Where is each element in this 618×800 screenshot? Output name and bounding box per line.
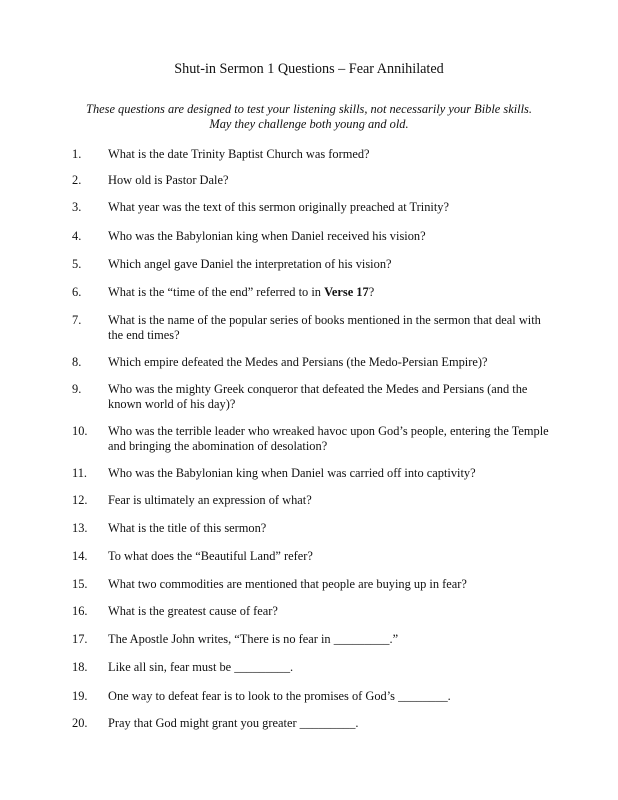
question-number: 19. [72, 689, 88, 703]
question-line: One way to defeat fear is to look to the promises of God’s ________. [108, 689, 451, 703]
question-number: 9. [72, 382, 82, 396]
question-text [108, 313, 563, 343]
question-text [108, 632, 563, 647]
question-number: 8. [72, 355, 82, 369]
question-number: 1. [72, 147, 82, 161]
question-text [108, 604, 563, 619]
question-text [108, 355, 563, 370]
question-line [108, 285, 563, 300]
question-number: 4. [72, 229, 82, 243]
question-text [108, 200, 563, 215]
question-text [108, 424, 563, 454]
question-text [108, 257, 563, 272]
question-line: Who was the terrible leader who wreaked havoc upon God’s people, entering the Temple [108, 424, 549, 438]
question-line: What is the greatest cause of fear? [108, 604, 278, 618]
question-line: Who was the mighty Greek conqueror that defeated the Medes and Persians (and the [108, 382, 528, 396]
question-text [108, 382, 563, 412]
question-number: 16. [72, 604, 88, 618]
question-text [108, 229, 563, 244]
question-line: Who was the Babylonian king when Daniel was carried off into captivity? [108, 466, 476, 480]
question-number: 2. [72, 173, 82, 187]
question-number: 7. [72, 313, 82, 327]
question-number: 5. [72, 257, 82, 271]
question-line: Pray that God might grant you greater _________. [108, 716, 359, 730]
verse-reference: Verse 17 [324, 285, 369, 299]
question-number: 14. [72, 549, 88, 563]
question-text [108, 493, 563, 508]
question-text [108, 549, 563, 564]
question-text [108, 521, 563, 536]
question-number: 10. [72, 424, 88, 438]
question-number: 20. [72, 716, 88, 730]
question-line: Like all sin, fear must be _________. [108, 660, 294, 674]
question-number: 11. [72, 466, 88, 480]
page-title: Shut-in Sermon 1 Questions – Fear Annihilated [174, 61, 444, 77]
question-text [108, 577, 563, 592]
question-line: To what does the “Beautiful Land” refer? [108, 549, 313, 563]
question-number: 13. [72, 521, 88, 535]
question-line: Fear is ultimately an expression of what? [108, 493, 312, 507]
question-text [108, 689, 563, 704]
question-text-part: ? [368, 285, 375, 299]
question-number: 3. [72, 200, 82, 214]
question-text [108, 660, 563, 675]
question-line: What year was the text of this sermon originally preached at Trinity? [108, 200, 449, 214]
question-line: What is the name of the popular series of books mentioned in the sermon that deal with [108, 313, 541, 327]
question-line: Which angel gave Daniel the interpretation of his vision? [108, 257, 392, 271]
question-number: 17. [72, 632, 88, 646]
question-line: What is the date Trinity Baptist Church was formed? [108, 147, 370, 161]
question-text [108, 466, 563, 481]
question-number: 15. [72, 577, 88, 591]
question-line: known world of his day)? [108, 397, 236, 411]
question-line: What is the title of this sermon? [108, 521, 267, 535]
question-text [108, 173, 563, 188]
question-number: 18. [72, 660, 88, 674]
question-line: Which empire defeated the Medes and Persians (the Medo-Persian Empire)? [108, 355, 488, 369]
question-line: the end times? [108, 328, 180, 342]
intro-line: These questions are designed to test your listening skills, not necessarily your Bible skills. [86, 102, 532, 116]
question-line: How old is Pastor Dale? [108, 173, 229, 187]
question-line: What two commodities are mentioned that people are buying up in fear? [108, 577, 467, 591]
question-number: 12. [72, 493, 88, 507]
question-text-part: What is the “time of the end” referred to in [108, 285, 325, 299]
question-line: and bringing the abomination of desolation? [108, 439, 328, 453]
question-number: 6. [72, 285, 82, 299]
intro-note [60, 102, 558, 132]
question-line: The Apostle John writes, “There is no fear in _________.” [108, 632, 399, 646]
intro-line: May they challenge both young and old. [209, 117, 409, 131]
question-text [108, 716, 563, 731]
question-text [108, 285, 563, 300]
question-text [108, 147, 563, 162]
question-line: Who was the Babylonian king when Daniel received his vision? [108, 229, 426, 243]
